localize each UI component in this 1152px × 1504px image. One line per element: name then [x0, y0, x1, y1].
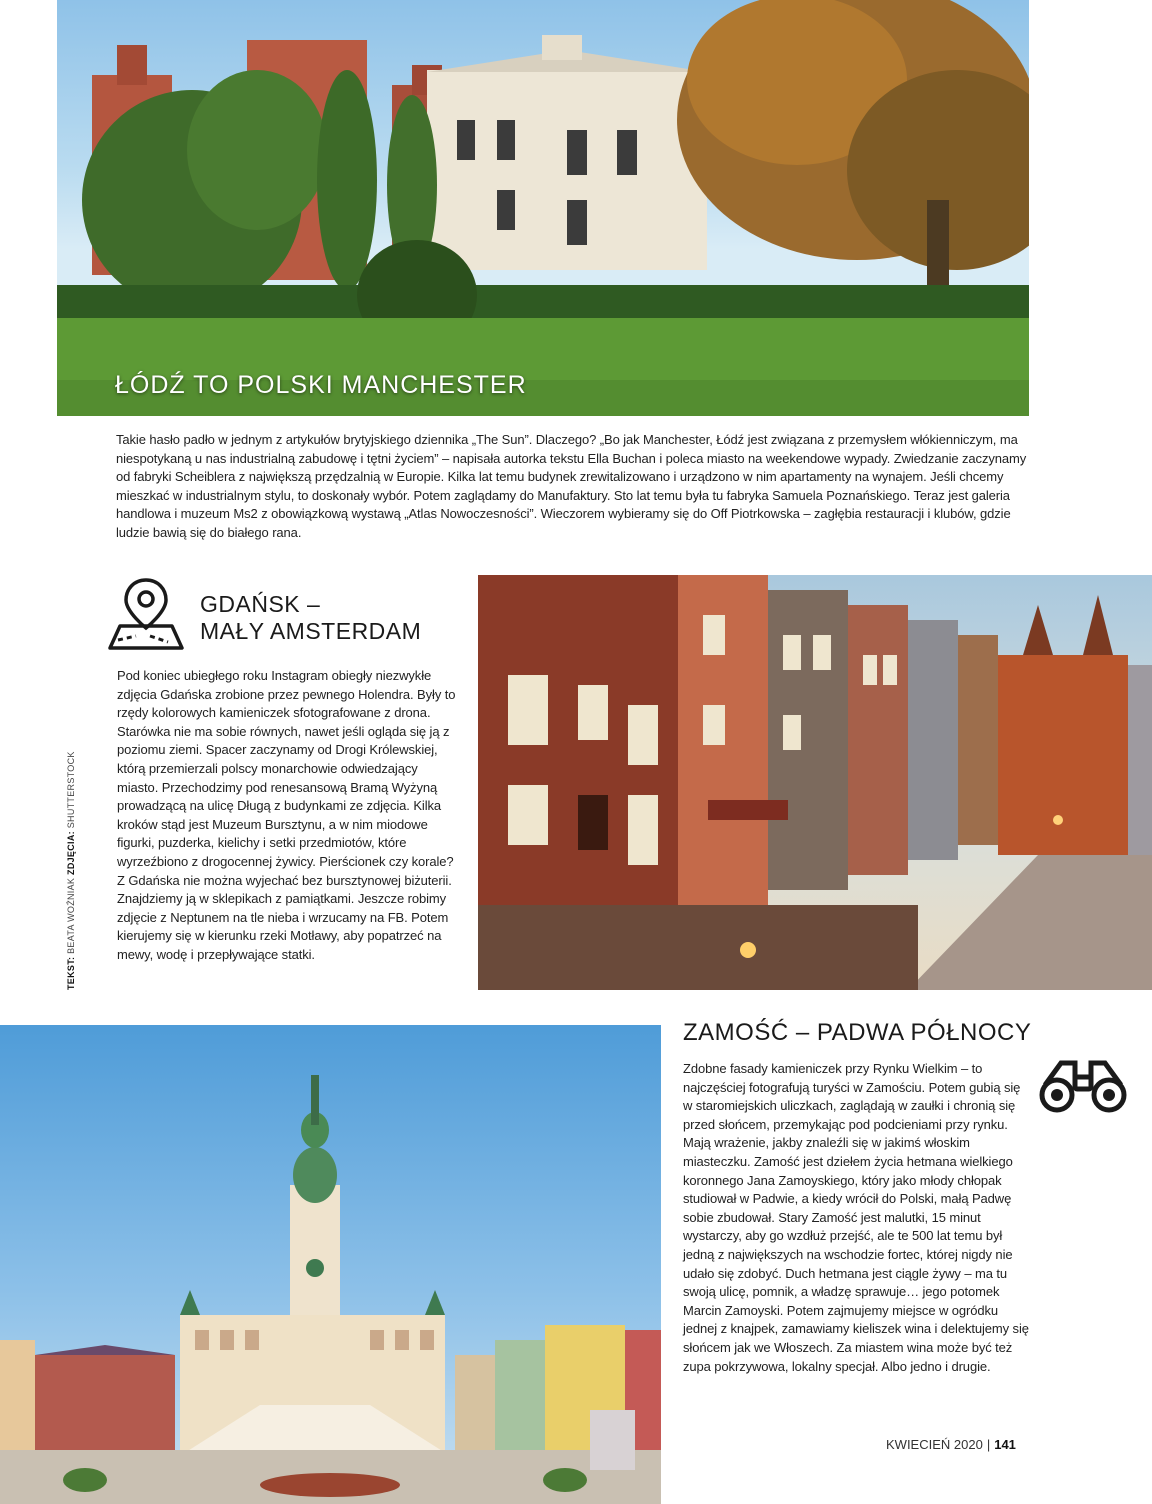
gdansk-article-text: Pod koniec ubiegłego roku Instagram obiegły niezwykłe zdjęcia Gdańska zrobione przez pewnego Holendra. Były to rzędy kolorowych kamieniczek sfotografowane z drona. Starówka nie ma sobie równych, nawet jeśli ogląda się ją z poziomu ziemi. Spacer zaczynamy od Drogi Królewskiej, którą przemierzali polscy monarchowie odwiedzający miasto. Przechodzimy pod renesansową Bramą Wyżyną prowadzącą na ulicę Długą z budynkami ze zdjęcia. Kilka kroków stąd jest Muzeum Bursztynu, a w nim miodowe figurki, puzderka, kielichy i setki przedmiotów, które wyrzeźbiono z drogocennej żywicy. Pierścionek czy korale? Z Gdańska nie można wyjechać bez bursztynowej biżuterii. Znajdziemy ją w sklepikach z pamiątkami. Jeszcze robimy zdjęcie z Neptunem na tle nieba i wrzucamy na FB. Potem kierujemy się w kierunku rzeki Motławy, aby popatrzeć na mewy, wodę i przepływające statki.: [117, 668, 456, 962]
credits-text-author: BEATA WOŹNIAK: [66, 877, 76, 954]
lodz-photo: [57, 0, 1029, 416]
map-pin-icon: [106, 576, 186, 652]
gdansk-heading-line1: GDAŃSK –: [200, 591, 321, 617]
gdansk-photo: [478, 575, 1152, 990]
credits-text-label: TEKST:: [66, 956, 76, 990]
gdansk-heading: [200, 591, 470, 645]
photo-credits: [66, 700, 80, 990]
lodz-heading: ŁÓDŹ TO POLSKI MANCHESTER: [115, 371, 527, 399]
zamosc-article-text: Zdobne fasady kamieniczek przy Rynku Wielkim – to najczęściej fotografują turyści w Zamościu. Potem gubią się w staromiejskich uliczkach, zaglądają w zaułki i chronią się przed słońcem, przemykając pod podcieniami przy rynku. Mają wrażenie, jakby znaleźli się w jakimś włoskim miasteczku. Zamość jest dziełem życia hetmana wielkiego koronnego Jana Zamoyskiego, który jako młody chłopak studiował w Padwie, a kiedy wrócił do Polski, małą Padwę sobie zbudował. Stary Zamość jest malutki, 15 minut wystarczy, aby go wzdłuż przejść, ale te 500 lat temu był jedną z największych na wschodzie fortec, której nigdy nie udało się zdobyć. Duch hetmana jest ciągle żywy – ma tu swoją ulicę, pomnik, a władzę sprawuje… jego potomek Marcin Zamoyski. Potem zajmujemy miejsce w ogródku jednej z knajpek, zamawiamy kieliszek wina i delektujemy się słońcem jak we Włoszech. Za miastem wina może być też zupa pokrzywowa, lokalny specjał. Albo jedno i drugie.: [683, 1061, 1029, 1374]
page-footer: [886, 1437, 1016, 1452]
zamosc-photo-illustration: [0, 1025, 661, 1504]
lodz-article-text: Takie hasło padło w jednym z artykułów brytyjskiego dziennika „The Sun”. Dlaczego? „Bo jak Manchester, Łódź jest związana z przemysłem włókienniczym, ma niespotykaną u nas industrialną zabudowę i tętni życiem” – napisała autorka tekstu Ella Buchan i poleca miasto na weekendowe wypady. Zwiedzanie zaczynamy od fabryki Scheiblera z największą przędzalnią w Europie. Kilka lat temu budynek zrewitalizowano i urządzono w nim apartamenty na wynajem. Jeśli chcemy mieszkać w industrialnym stylu, to doskonały wybór. Potem zaglądamy do Manufaktury. Sto lat temu była tu fabryka Samuela Poznańskiego. Teraz jest galeria handlowa i muzeum Ms2 z obowiązkową wystawą „Atlas Nowoczesności”. Wieczorem wybieramy się do Off Piotrkowska – zagłębia restauracji i klubów, gdzie ludzie bawią się do białego rana.: [116, 432, 1027, 540]
credits-photo-source: SHUTTERSTOCK: [66, 751, 76, 829]
page-number: 141: [994, 1437, 1016, 1452]
issue-label: KWIECIEŃ 2020: [886, 1437, 983, 1452]
credits-photo-label: ZDJĘCIA:: [66, 831, 76, 875]
binoculars-icon: [1035, 1055, 1131, 1117]
zamosc-photo: [0, 1025, 661, 1504]
gdansk-heading-line2: MAŁY AMSTERDAM: [200, 618, 422, 644]
gdansk-photo-illustration: [478, 575, 1152, 990]
lodz-photo-illustration: [57, 0, 1029, 416]
footer-separator: |: [986, 1437, 991, 1452]
zamosc-heading: ZAMOŚĆ – PADWA PÓŁNOCY: [683, 1019, 1032, 1046]
